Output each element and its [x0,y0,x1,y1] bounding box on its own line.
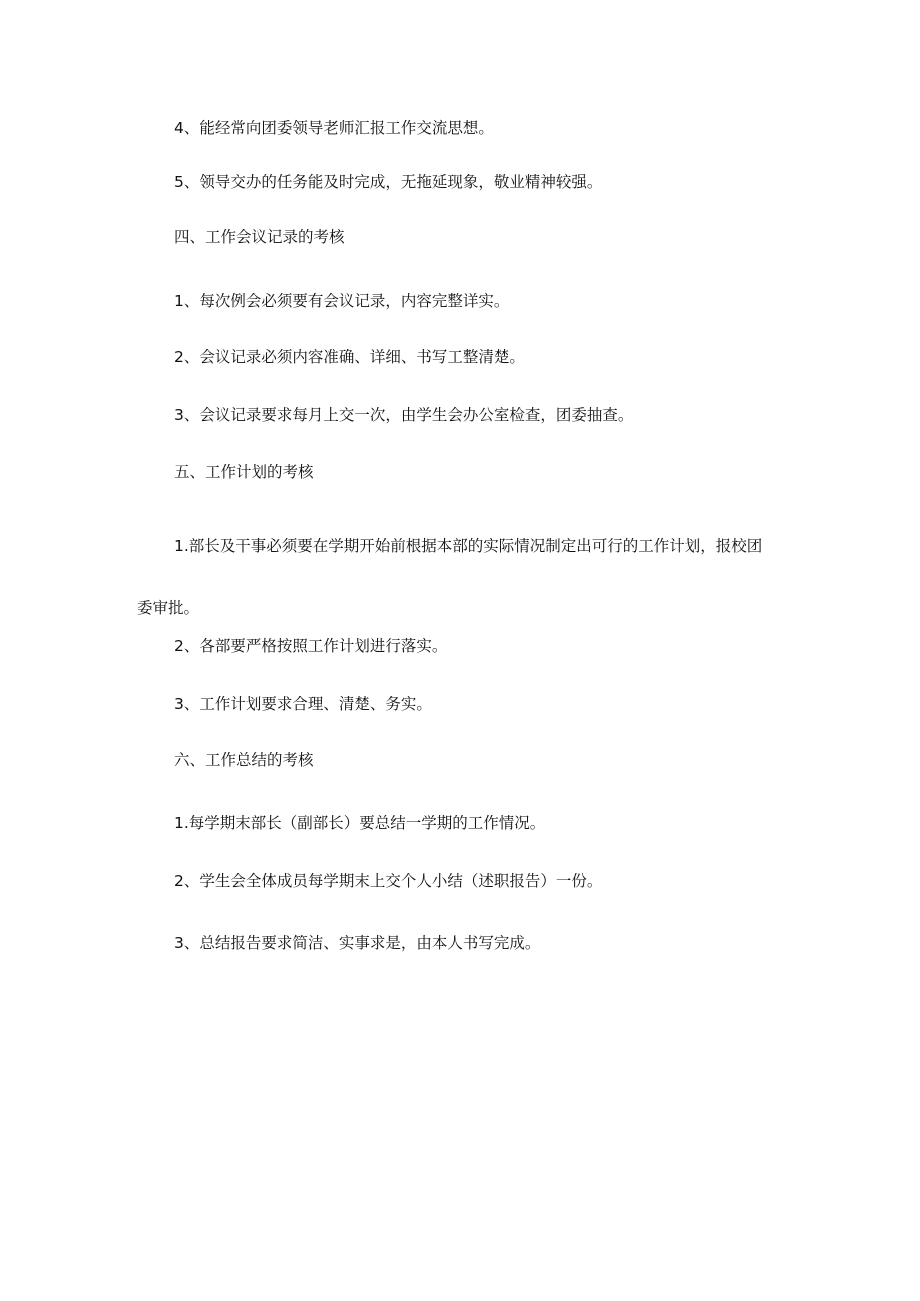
section-heading: 六、工作总结的考核 [174,751,314,769]
section-heading: 四、工作会议记录的考核 [174,228,345,246]
paragraph: 1.部长及干事必须要在学期开始前根据本部的实际情况制定出可行的工作计划，报校团委审批。 [137,537,763,617]
paragraph: 3、会议记录要求每月上交一次，由学生会办公室检查，团委抽查。 [174,406,634,424]
paragraph: 2、会议记录必须内容准确、详细、书写工整清楚。 [174,348,525,366]
paragraph: 3、总结报告要求简洁、实事求是，由本人书写完成。 [174,934,541,952]
section-heading: 五、工作计划的考核 [174,463,314,481]
paragraph: 2、各部要严格按照工作计划进行落实。 [174,637,448,655]
paragraph: 1.每学期末部长（副部长）要总结一学期的工作情况。 [174,814,546,832]
paragraph: 2、学生会全体成员每学期末上交个人小结（述职报告）一份。 [174,872,603,890]
paragraph: 5、领导交办的任务能及时完成，无拖延现象，敬业精神较强。 [174,173,603,191]
paragraph: 4、能经常向团委领导老师汇报工作交流思想。 [174,119,494,137]
paragraph: 1、每次例会必须要有会议记录，内容完整详实。 [174,292,510,310]
paragraph: 3、工作计划要求合理、清楚、务实。 [174,695,432,713]
